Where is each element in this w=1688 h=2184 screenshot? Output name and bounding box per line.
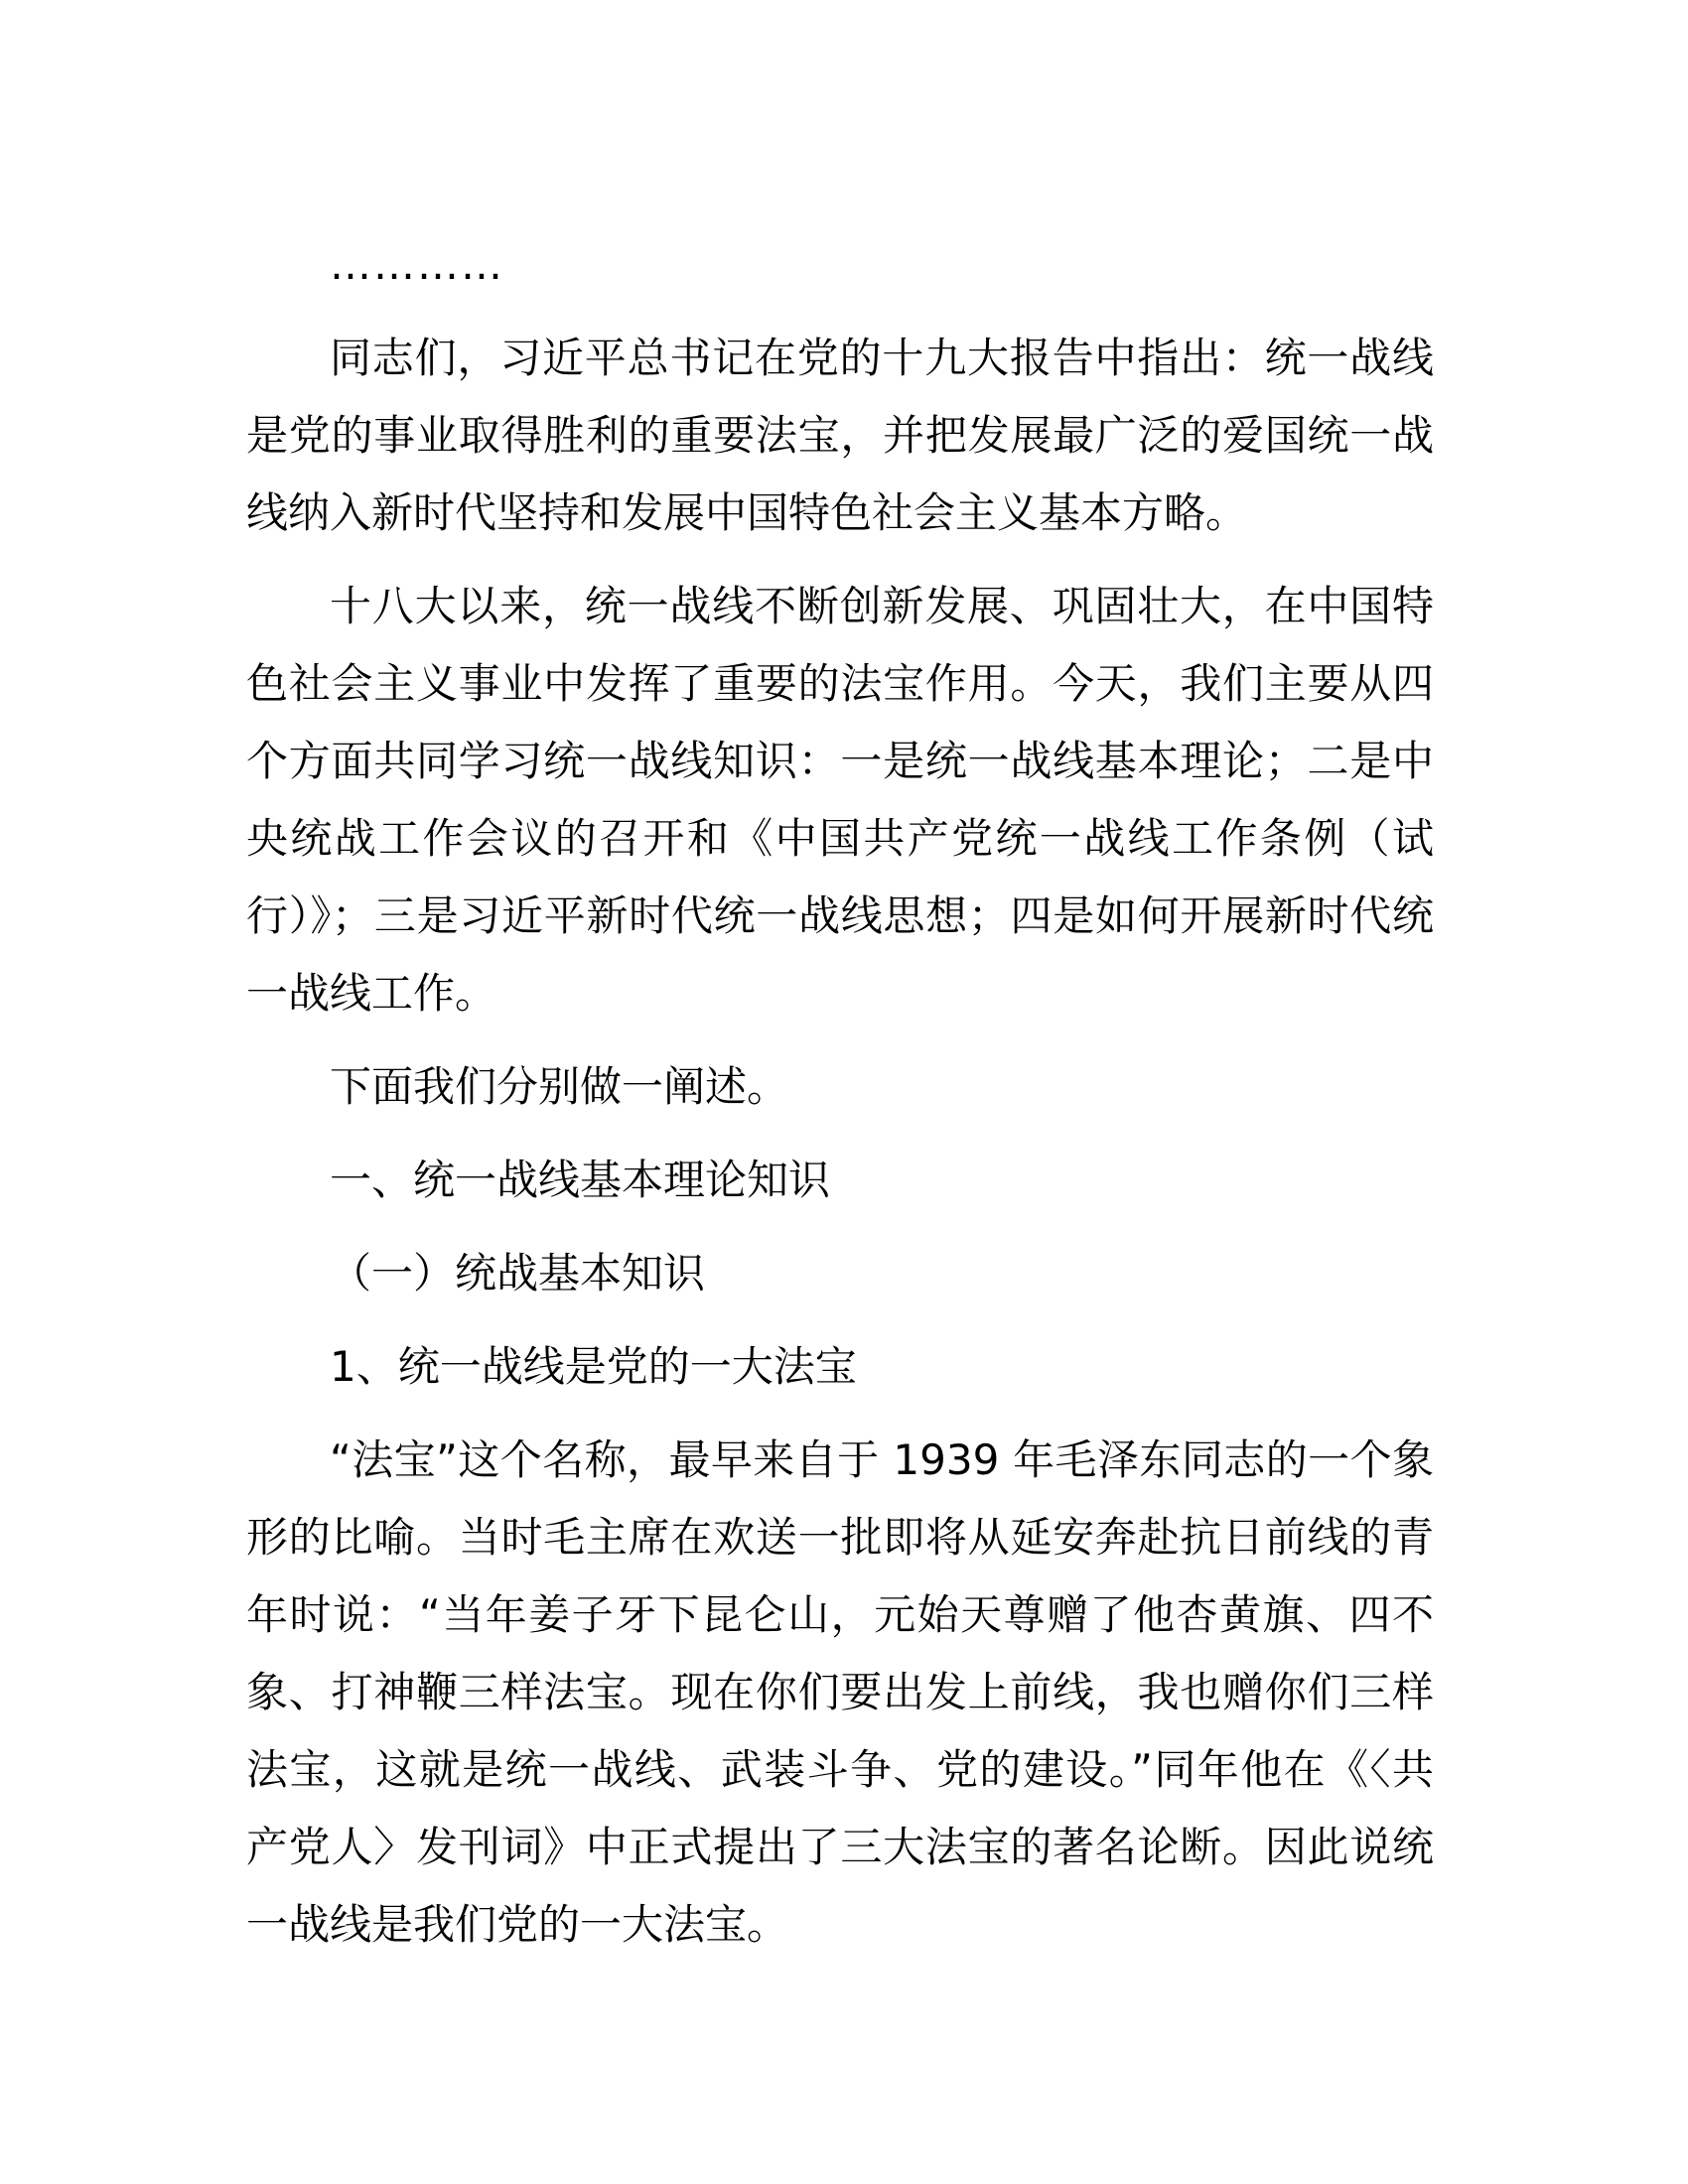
fabao-origin-paragraph: “法宝”这个名称，最早来自于 1939 年毛泽东同志的一个象形的比喻。当时毛主席在欢送一批即将从延安奔赴抗日前线的青年时说：“当年姜子牙下昆仑山，元始天尊赠了他杏黄旗、四不象、打神鞭三样法宝。现在你们要出发上前线，我也赠你们三样法宝，这就是统一战线、武装斗争、党的建设。”同年他在《〈共产党人〉发刊词》中正式提出了三大法宝的著名论断。因此说统一战线是我们党的一大法宝。	[246, 1435, 1434, 1949]
section-heading-1: 一、统一战线基本理论知识	[330, 1156, 831, 1204]
intro-quote-paragraph: 同志们，习近平总书记在党的十九大报告中指出：统一战线是党的事业取得胜利的重要法宝，并把发展最广泛的爱国统一战线纳入新时代坚持和发展中国特色社会主义基本方略。	[246, 334, 1434, 537]
item-heading-1-1-1: 1、统一战线是党的一大法宝	[330, 1342, 857, 1391]
document-body	[246, 226, 1434, 1964]
intro-overview-paragraph: 十八大以来，统一战线不断创新发展、巩固壮大，在中国特色社会主义事业中发挥了重要的法宝作用。今天，我们主要从四个方面共同学习统一战线知识：一是统一战线基本理论；二是中央统战工作会议的召开和《中国共产党统一战线工作条例（试行）》；三是习近平新时代统一战线思想；四是如何开展新时代统一战线工作。	[246, 582, 1434, 1018]
ellipsis-line: …………	[330, 240, 504, 289]
subsection-heading-1-1: （一）统战基本知识	[330, 1249, 706, 1297]
transition-paragraph: 下面我们分别做一阐述。	[330, 1062, 789, 1111]
